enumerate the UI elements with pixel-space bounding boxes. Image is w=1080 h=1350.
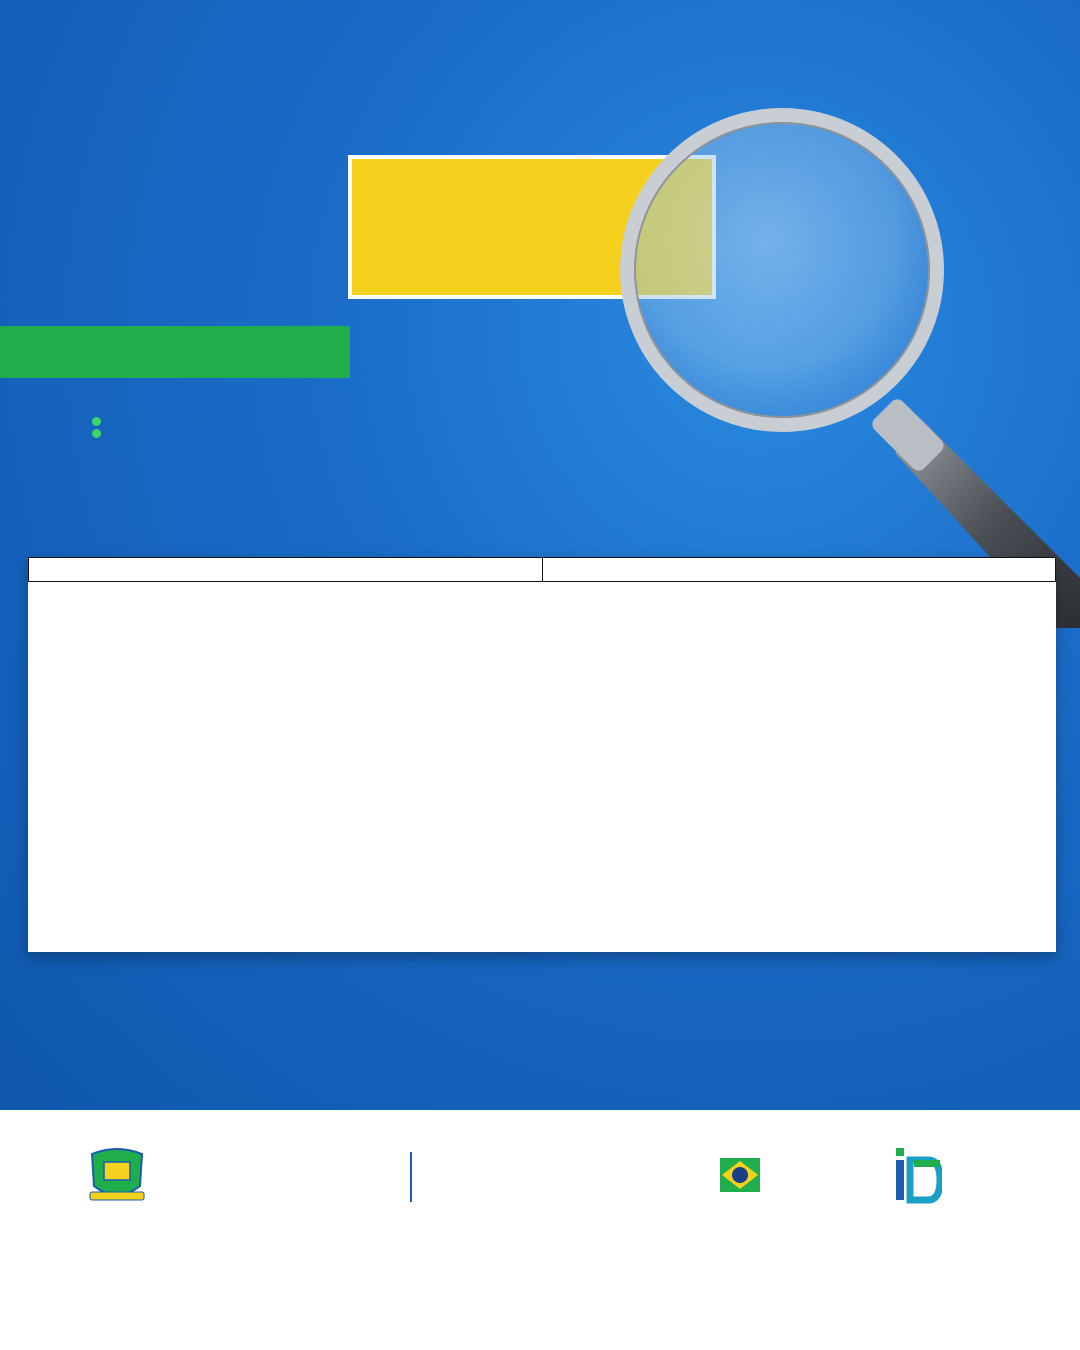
- observations-list: [92, 410, 752, 422]
- bullet-icon: [92, 417, 101, 426]
- brazil-flag-icon: [716, 1152, 764, 1198]
- header-criterio: [542, 558, 1056, 582]
- jobs-table: [28, 557, 1056, 582]
- magnifier-icon: [620, 108, 1080, 628]
- header-funcao: [29, 558, 543, 582]
- idt-logo-icon: [892, 1146, 942, 1204]
- observations-bar: [0, 326, 350, 378]
- bullet-icon: [92, 429, 101, 438]
- quixeramobim-crest-icon: [82, 1146, 152, 1206]
- jobs-table-container: [28, 557, 1056, 952]
- table-header-row: [29, 558, 1056, 582]
- decorative-pattern-strip: [0, 1012, 1080, 1110]
- footer-divider: [410, 1152, 412, 1202]
